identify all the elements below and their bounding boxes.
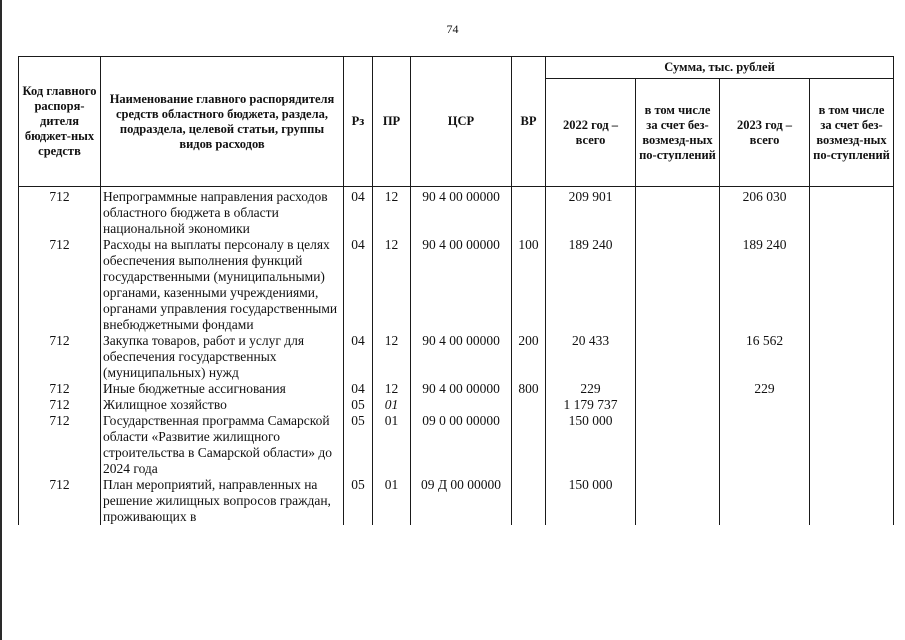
- header-rz: Рз: [344, 57, 373, 187]
- csr-cell: [411, 397, 512, 413]
- pr-cell: 01: [373, 413, 411, 477]
- csr-cell: 90 4 00 00000: [411, 381, 512, 397]
- csr-cell: 90 4 00 00000: [411, 187, 512, 238]
- gratis-2023-cell: [810, 477, 894, 525]
- gratis-2022-cell: [636, 333, 720, 381]
- gratis-2022-cell: [636, 237, 720, 333]
- gratis-2023-cell: [810, 413, 894, 477]
- sum-2022-cell: 150 000: [546, 477, 636, 525]
- table-row: [19, 333, 894, 381]
- header-code: Код главного распоря-дителя бюджет-ных средств: [19, 57, 101, 187]
- code-cell: 712: [19, 413, 101, 477]
- header-sum-group: Сумма, тыс. рублей: [546, 57, 894, 79]
- name-cell: План мероприятий, направленных на решение жилищных вопросов граждан, проживающих в: [101, 477, 344, 525]
- sum-2022-cell: 1 179 737: [546, 397, 636, 413]
- csr-cell: 90 4 00 00000: [411, 237, 512, 333]
- name-cell: Жилищное хозяйство: [101, 397, 344, 413]
- gratis-2023-cell: [810, 381, 894, 397]
- table-row: [19, 477, 894, 525]
- vr-cell: [512, 187, 546, 238]
- name-cell: Непрограммные направления расходов областного бюджета в области национальной экономики: [101, 187, 344, 238]
- rz-cell: 04: [344, 333, 373, 381]
- table-row: [19, 413, 894, 477]
- table-row: [19, 397, 894, 413]
- header-2023-total: 2023 год – всего: [720, 79, 810, 187]
- table-header: [19, 57, 894, 187]
- header-2022-gratis: в том числе за счет без-возмезд-ных по-ступлений: [636, 79, 720, 187]
- header-csr: ЦСР: [411, 57, 512, 187]
- vr-cell: 800: [512, 381, 546, 397]
- name-cell: Расходы на выплаты персоналу в целях обеспечения выполнения функций государственными (муниципальными) органами, казенными учреждениями, органами управления государственными внебюджетными фондами: [101, 237, 344, 333]
- vr-cell: [512, 413, 546, 477]
- vr-cell: 200: [512, 333, 546, 381]
- code-cell: 712: [19, 333, 101, 381]
- rz-cell: 04: [344, 237, 373, 333]
- header-2023-gratis: в том числе за счет без-возмезд-ных по-ступлений: [810, 79, 894, 187]
- header-pr: ПР: [373, 57, 411, 187]
- sum-2023-cell: [720, 397, 810, 413]
- code-cell: 712: [19, 381, 101, 397]
- csr-cell: 90 4 00 00000: [411, 333, 512, 381]
- name-cell: Государственная программа Самарской области «Развитие жилищного строительства в Самарской области» до 2024 года: [101, 413, 344, 477]
- table-body: [19, 187, 894, 526]
- rz-cell: 04: [344, 187, 373, 238]
- header-2022-total: 2022 год – всего: [546, 79, 636, 187]
- table-row: [19, 237, 894, 333]
- csr-cell: 09 0 00 00000: [411, 413, 512, 477]
- header-vr: ВР: [512, 57, 546, 187]
- code-cell: 712: [19, 237, 101, 333]
- gratis-2022-cell: [636, 381, 720, 397]
- pr-cell: 01: [373, 477, 411, 525]
- rz-cell: 05: [344, 477, 373, 525]
- code-cell: 712: [19, 477, 101, 525]
- name-cell: Иные бюджетные ассигнования: [101, 381, 344, 397]
- sum-2022-cell: 189 240: [546, 237, 636, 333]
- sum-2022-cell: 209 901: [546, 187, 636, 238]
- rz-cell: 05: [344, 413, 373, 477]
- vr-cell: 100: [512, 237, 546, 333]
- gratis-2023-cell: [810, 187, 894, 238]
- name-cell: Закупка товаров, работ и услуг для обеспечения государственных (муниципальных) нужд: [101, 333, 344, 381]
- gratis-2022-cell: [636, 413, 720, 477]
- pr-cell: 01: [373, 397, 411, 413]
- gratis-2023-cell: [810, 397, 894, 413]
- vr-cell: [512, 397, 546, 413]
- rz-cell: 04: [344, 381, 373, 397]
- table-row: [19, 381, 894, 397]
- code-cell: 712: [19, 187, 101, 238]
- pr-cell: 12: [373, 187, 411, 238]
- sum-2023-cell: 16 562: [720, 333, 810, 381]
- sum-2022-cell: 20 433: [546, 333, 636, 381]
- pr-cell: 12: [373, 333, 411, 381]
- gratis-2023-cell: [810, 333, 894, 381]
- code-cell: 712: [19, 397, 101, 413]
- csr-cell: 09 Д 00 00000: [411, 477, 512, 525]
- table-row: [19, 187, 894, 238]
- gratis-2022-cell: [636, 187, 720, 238]
- vr-cell: [512, 477, 546, 525]
- rz-cell: 05: [344, 397, 373, 413]
- sum-2023-cell: [720, 413, 810, 477]
- sum-2022-cell: 229: [546, 381, 636, 397]
- sum-2023-cell: 229: [720, 381, 810, 397]
- sum-2023-cell: 189 240: [720, 237, 810, 333]
- budget-table: [18, 56, 894, 525]
- header-name: Наименование главного распорядителя средств областного бюджета, раздела, подраздела, целевой статьи, группы видов расходов: [101, 57, 344, 187]
- gratis-2023-cell: [810, 237, 894, 333]
- pr-cell: 12: [373, 381, 411, 397]
- scan-edge: [0, 0, 2, 640]
- gratis-2022-cell: [636, 477, 720, 525]
- gratis-2022-cell: [636, 397, 720, 413]
- sum-2023-cell: 206 030: [720, 187, 810, 238]
- page-number: 74: [446, 22, 459, 36]
- pr-cell: 12: [373, 237, 411, 333]
- sum-2022-cell: 150 000: [546, 413, 636, 477]
- sum-2023-cell: [720, 477, 810, 525]
